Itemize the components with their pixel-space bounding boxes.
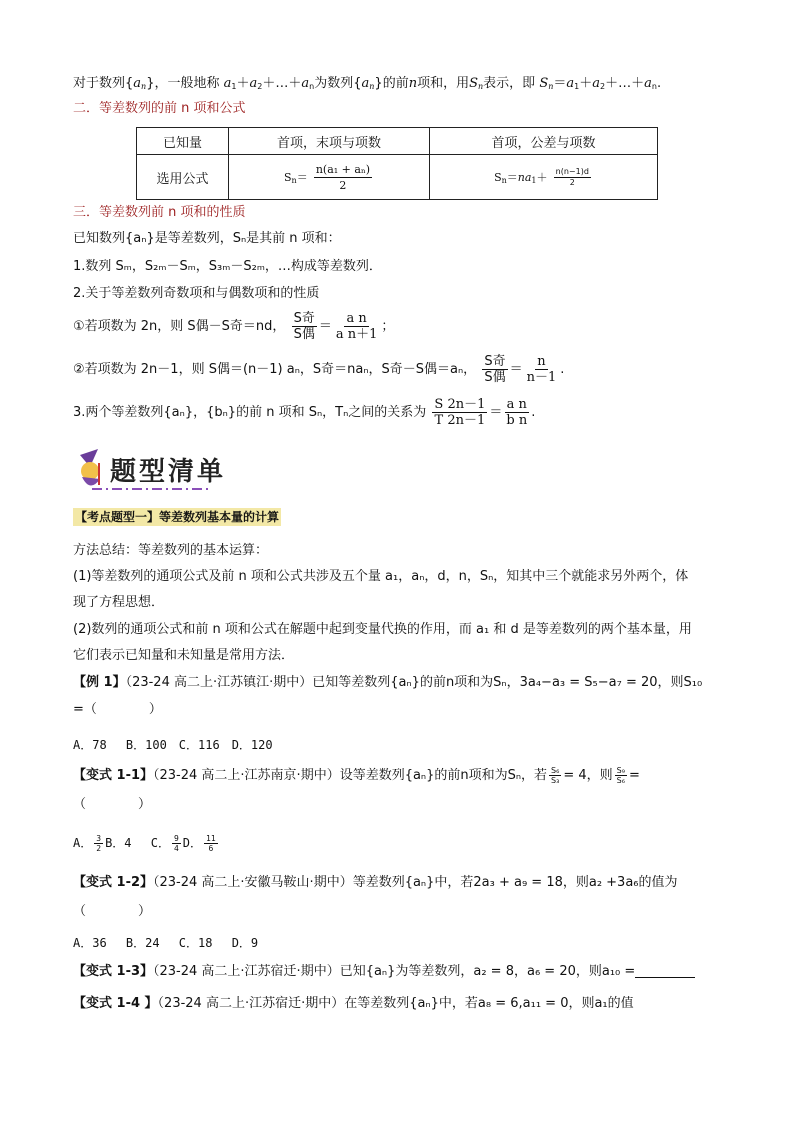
v11-optC-num: 9 [173,834,179,843]
table-row-label: 选用公式 [137,155,229,200]
prop-3: 3.两个等差数列{aₙ}，{bₙ}的前 n 项和 Sₙ，Tₙ之间的关系为 $\frac{S 2n-1}{T 2n-1}$ ＝ $\frac{\text{a n}}{\text{b n}}$ . [73,397,536,428]
prop-case-1: ①若项数为 2n，则 S偶－S奇＝nd， $\frac{\text{S奇}}{\text{S偶}}$ ＝ $\frac{\text{a n}}{\text{a n＋1}}$ ； [73,311,395,342]
v12-tag: 【变式 1-2】 [73,875,154,890]
method-line-2: 现了方程思想． [73,595,165,610]
ex1-line2: =（ ） [73,702,162,717]
ex1-options: A．78 B．100 C．116 D．120 [73,738,273,752]
v11-frac1-den: S₃ [551,776,560,785]
case2-frac-den: S偶 [484,370,506,385]
v11-end: = [628,768,640,783]
formula-cell-2: $S_n=na_1+$ $\frac{n(n-1)d}{2}$ [430,155,658,200]
prop-1: 1.数列 Sₘ，S₂ₘ－Sₘ，S₃ₘ－S₂ₘ，…构成等差数列． [73,259,382,274]
v11-frac2-num: S₉ [616,766,625,775]
intro-text-1: 对于数列{ [73,76,134,91]
intro-text-6: 表示，即 [483,76,536,91]
prop3-text: 3.两个等差数列{aₙ}，{bₙ}的前 n 项和 Sₙ，Tₙ之间的关系为 [73,405,427,420]
intro-text-5: 项和，用 [417,76,470,91]
v14-tag: 【变式 1-4 】 [73,996,158,1011]
kaodian-label: 【考点题型一】等差数列基本量的计算 [75,510,280,524]
case2-rfrac-num: n [537,354,546,369]
intro-text-4: }的前 [374,76,409,91]
v11-optD-den: 6 [208,844,214,853]
formula-table [136,127,658,200]
v11-optA-num: 3 [96,834,102,843]
v13-question [73,962,695,982]
ex1-text: （23-24 高二上·江苏镇江·期中）已知等差数列{aₙ}的前n项和为Sₙ，3a₄−a₃ = S₅−a₇ = 20，则S₁₀ [125,675,703,690]
v11-optD: D． [182,836,203,850]
method-line-3: (2)数列的通项公式和前 n 项和公式在解题中起到变量代换的作用，而 a₁ 和 d 是等差数列的两个基本量，用 [73,622,692,637]
ex1-question [73,673,702,693]
method-line-1: (1)等差数列的通项公式及前 n 项和公式共涉及五个量 a₁，aₙ，d，n，Sₙ，知其中三个就能求另外两个，体 [73,569,689,584]
props-known: 已知数列{aₙ}是等差数列，Sₙ是其前 n 项和： [73,231,341,246]
section3-title: 三．等差数列前 n 项和的性质 [73,205,246,220]
case1-frac-den: S偶 [293,327,315,342]
v11-optB: B．4 C． [105,836,170,850]
section2-title: 二．等差数列的前 n 项和公式 [73,101,246,116]
v13-answer-blank[interactable] [635,963,695,978]
formula-cell-1: $S_n=$ $\frac{\text{n(a₁ + aₙ)}}{2}$ [229,155,430,200]
prop3-rfrac-num: a n [506,397,527,412]
v11-options [73,830,220,856]
v14-text: （23-24 高二上·江苏宿迁·期中）在等差数列{aₙ}中，若a₈ = 6,a₁₁ = 0，则a₁的值 [157,996,634,1011]
intro-text-2: }，一般地称 [146,76,220,91]
formula1-denominator: 2 [339,178,347,192]
case1-frac-num: S奇 [293,311,315,326]
v12-options: A．36 B．24 C．18 D．9 [73,936,259,950]
v11-line2: （ ） [73,797,152,812]
v12-line2: （ ） [73,904,152,919]
case2-rfrac-den: n－1 [526,370,557,385]
prop-2: 2.关于等差数列奇数项和与偶数项和的性质 [73,286,320,301]
prop3-frac-num: S 2n－1 [434,397,486,412]
case1-text: ①若项数为 2n，则 S偶－S奇＝nd， [73,319,286,334]
v11-question [73,764,640,788]
ex1-tag: 【例 1】 [73,675,126,690]
v14-question [73,994,634,1014]
v12-text: （23-24 高二上·安徽马鞍山·期中）等差数列{aₙ}中，若2a₃ + a₉ = 18，则a₂ +3a₆的值为 [153,875,678,890]
formula2-denominator: 2 [569,177,575,187]
method-line-4: 它们表示已知量和未知量是常用方法． [73,648,295,663]
v11-mid: = 4，则 [563,768,613,783]
prop3-rfrac-den: b n [506,413,528,428]
intro-line: 对于数列$\{a_n\}$，一般地称 $a_1+a_2+\dots+a_n$为数列$\{a_n\}$的前n项和，用$S_n$表示，即 $S_n=a_1+a_2+\dots+a_n$. [73,76,662,91]
v13-text: （23-24 高二上·江苏宿迁·期中）已知{aₙ}为等差数列，a₂ = 8，a₆ = 20，则a₁₀ = [153,964,636,979]
formula1-numerator: n(a₁ + aₙ) [315,162,370,176]
formula2-numerator: n(n−1)d [555,166,589,176]
intro-text-3: 为数列{ [314,76,362,91]
v12-question [73,873,678,893]
table-header-label: 已知量 [137,128,229,155]
case2-frac-num: S奇 [484,354,506,369]
method-title: 方法总结：等差数列的基本运算： [73,543,269,558]
banner-title: 题型清单 [110,457,227,487]
v11-optA-den: 2 [96,844,102,853]
prop3-frac-den: T 2n－1 [434,413,486,428]
v11-text: （23-24 高二上·江苏南京·期中）设等差数列{aₙ}的前n项和为Sₙ，若 [153,768,548,783]
table-col1: 首项，末项与项数 [229,128,430,155]
case1-rfrac-num: a n [346,311,367,326]
v11-optD-num: 11 [206,834,216,843]
v11-tag: 【变式 1-1】 [73,768,154,783]
case2-text: ②若项数为 2n－1，则 S偶＝(n－1) aₙ，S奇＝naₙ，S奇－S偶＝aₙ， [73,362,477,377]
v13-tag: 【变式 1-3】 [73,964,154,979]
v11-frac1-num: S₆ [551,766,560,775]
v11-optC-den: 4 [173,844,179,853]
prop-case-2: ②若项数为 2n－1，则 S偶＝(n－1) aₙ，S奇＝naₙ，S奇－S偶＝aₙ， $\frac{\text{S奇}}{\text{S偶}}$ ＝ $\frac{n}{n-1}$ . [73,354,565,385]
v11-optA: A． [73,836,93,850]
v11-frac2-den: S₆ [616,776,625,785]
table-col2: 首项，公差与项数 [430,128,658,155]
section-banner [72,445,242,495]
case1-rfrac-den: a n＋1 [335,327,378,342]
